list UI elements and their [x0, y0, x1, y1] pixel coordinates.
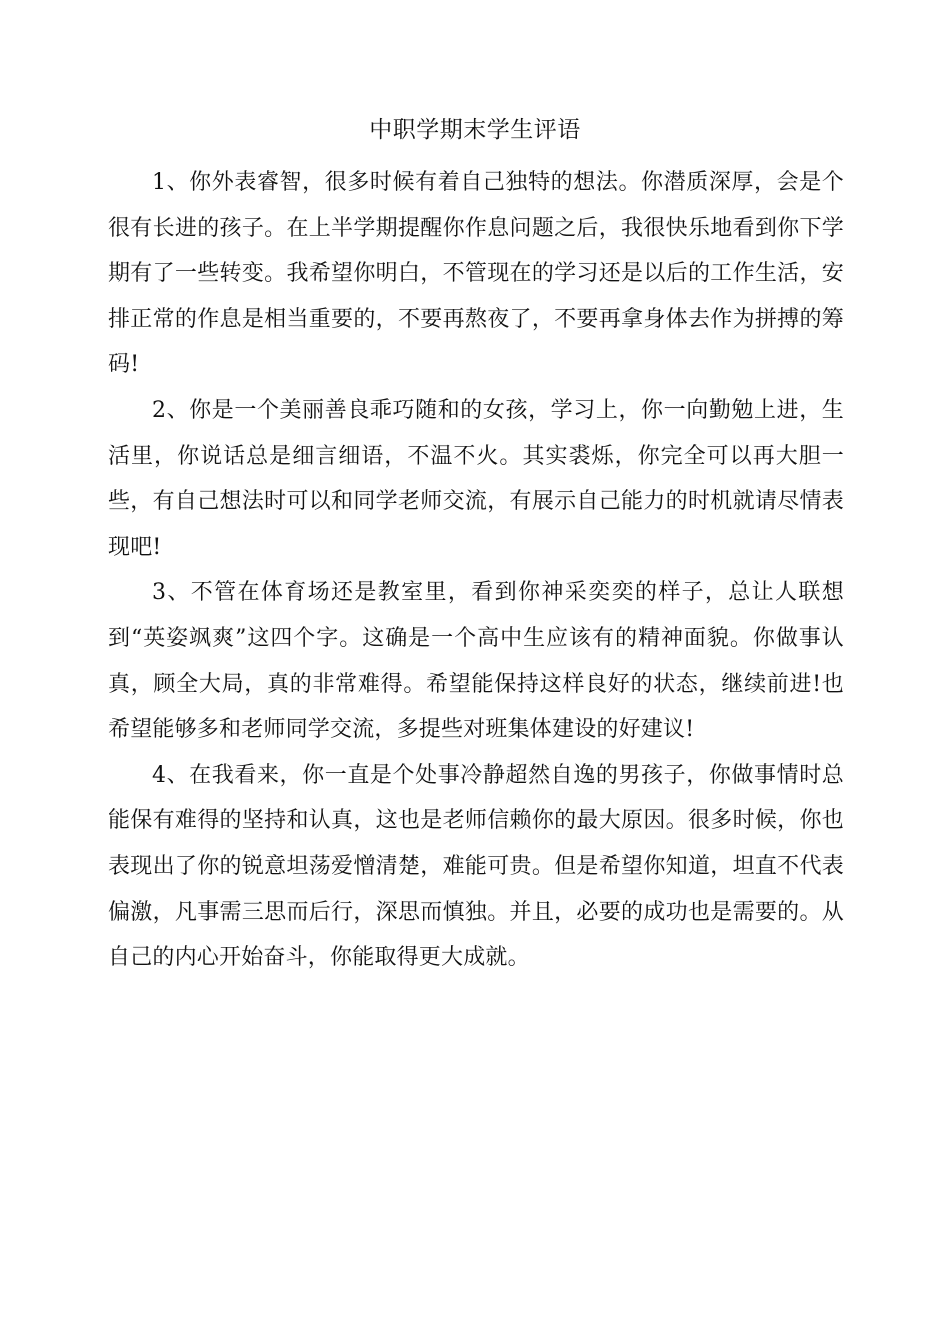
comment-paragraph-1: 1、你外表睿智，很多时候有着自己独特的想法。你潜质深厚，会是个很有长进的孩子。在上半学期提醒你作息问题之后，我很快乐地看到你下学期有了一些转变。我希望你明白，不管现在的学习还是以后的工作生活，安排正常的作息是相当重要的，不要再熬夜了，不要再拿身体去作为拼搏的筹码!: [108, 170, 844, 378]
comment-paragraph-4: 4、在我看来，你一直是个处事冷静超然自逸的男孩子，你做事情时总能保有难得的坚持和认真，这也是老师信赖你的最大原因。很多时候，你也表现出了你的锐意坦荡爱憎清楚，难能可贵。但是希望你知道，坦直不代表偏激，凡事需三思而后行，深思而慎独。并且，必要的成功也是需要的。从自己的内心开始奋斗，你能取得更大成就。: [108, 762, 844, 971]
document-body: [108, 160, 844, 981]
comment-paragraph-2: 2、你是一个美丽善良乖巧随和的女孩，学习上，你一向勤勉上进，生活里，你说话总是细言细语，不温不火。其实裘烁，你完全可以再大胆一些，有自己想法时可以和同学老师交流，有展示自己能力的时机就请尽情表现吧!: [108, 397, 844, 560]
document-title: 中职学期末学生评语: [369, 117, 581, 143]
comment-paragraph-3: 3、不管在体育场还是教室里，看到你神采奕奕的样子，总让人联想到“英姿飒爽”这四个字。这确是一个高中生应该有的精神面貌。你做事认真，顾全大局，真的非常难得。希望能保持这样良好的状态，继续前进!也希望能够多和老师同学交流，多提些对班集体建设的好建议!: [108, 580, 844, 743]
